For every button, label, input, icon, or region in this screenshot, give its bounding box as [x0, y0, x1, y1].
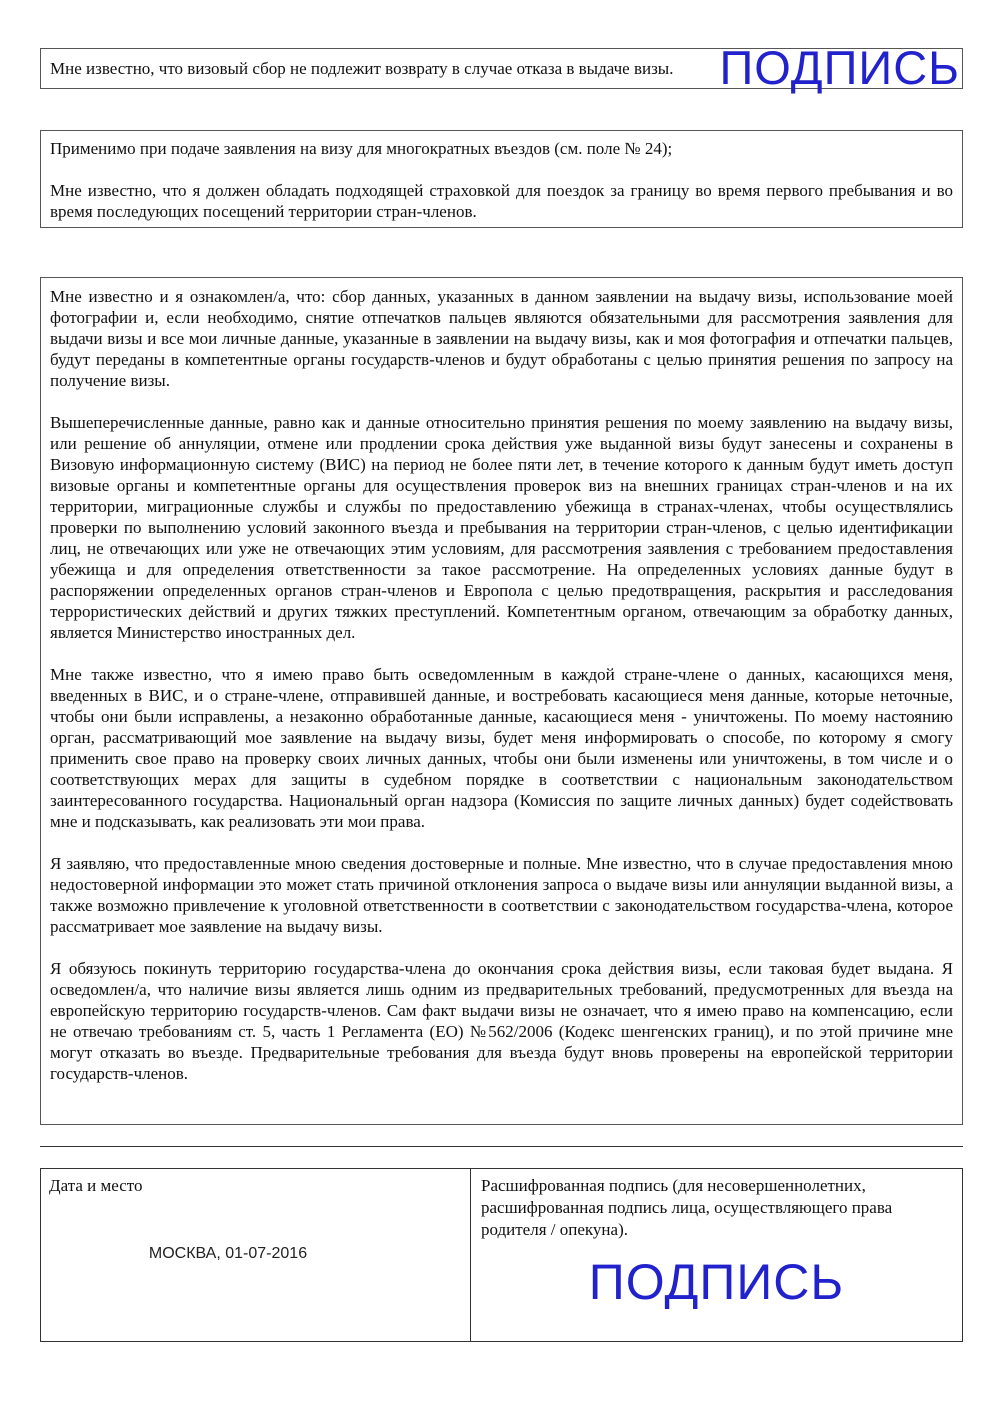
declaration-paragraph-1: Мне известно и я ознакомлен/а, что: сбор данных, указанных в данном заявлении на выдачу визы, использование моей фотографии и, если необходимо, снятие отпечатков пальцев являются обязательными для рассмотрения заявления для выдачи визы и все мои личные данные, указанные в заявлении на выдачу визы, как и моя фотография и отпечатки пальцев, будут переданы в компетентные органы государств-членов и будут обработаны с целью принятия решения по запросу на получение визы.: [50, 287, 953, 390]
declaration-paragraph-2: Вышеперечисленные данные, равно как и данные относительно принятия решения по моему заявлению на выдачу визы, или решение об аннуляции, отмене или продлении срока действия уже выданной визы будут занесены и сохранены в Визовую информационную систему (ВИС) на период не более пяти лет, в течение которого к данным будут иметь доступ визовые органы и компетентные органы для осуществления проверок виз на внешних границах стран-членов и на их территории, миграционные службы и службы по предоставлению убежища в странах-членах, чтобы осуществлялись проверки по выполнению условий законного въезда и пребывания на территории стран-членов, с целью идентификации лиц, не отвечающих или уже не отвечающих этим условиям, для рассмотрения заявления с требованием предоставления убежища и для определения ответственности за такое рассмотрение. На определенных условиях данные будут в распоряжении определенных органов стран-членов и Европола с целью предотвращения, раскрытия и расследования террористических действий и других тяжких преступлений. Компетентным органом, отвечающим за обработку данных, является Министерство иностранных дел.: [50, 413, 953, 642]
signature-cell: [471, 1169, 962, 1341]
date-place-value: МОСКВА, 01-07-2016: [148, 1245, 308, 1262]
declaration-paragraph-5: Я обязуюсь покинуть территорию государства-члена до окончания срока действия визы, если таковая будет выдана. Я осведомлен/а, что наличие визы является лишь одним из предварительных требований, предусмотренных для въезда на европейскую территорию государств-членов. Сам факт выдачи визы не означает, что я имею право на компенсацию, если не отвечаю требованиям ст. 5, часть 1 Регламента (ЕО) №562/2006 (Кодекс шенгенских границ), и по этой причине мне могут отказать во въезде. Предварительные требования для въезда будут вновь проверены на европейской территории государств-членов.: [50, 959, 953, 1083]
signature-stamp-fee: ПОДПИСЬ: [719, 41, 960, 95]
declaration-box: [40, 277, 963, 1125]
separator-rule: [40, 1146, 963, 1147]
signature-stamp-main: ПОДПИСЬ: [588, 1254, 845, 1310]
insurance-notice-line1: Применимо при подаче заявления на визу для многократных въездов (см. поле № 24);: [50, 139, 673, 158]
declaration-paragraph-3: Мне также известно, что я имею право быть осведомленным в каждой стране-члене о данных, касающихся меня, введенных в ВИС, и о стране-члене, отправившей данные, и востребовать касающиеся меня данные, которые неточные, чтобы они были исправлены, а незаконно обработанные данные, касающиеся меня - уничтожены. По моему настоянию орган, рассматривающий мое заявление на выдачу визы, будет меня информировать о способе, по которому я смогу применить свое право на проверку своих личных данных, чтобы они были изменены или уничтожены, в том числе и о соответствующих мерах для защиты в судебном порядке в соответствии с национальным законодательством заинтересованного государства. Национальный орган надзора (Комиссия по защите личных данных) будет содействовать мне и подсказывать, как реализовать эти мои права.: [50, 665, 953, 831]
insurance-notice-box: [40, 130, 963, 228]
signature-table: [40, 1168, 963, 1342]
signature-cell-label: Расшифрованная подпись (для несовершеннолетних, расшифрованная подпись лица, осуществляющего права родителя / опекуна).: [481, 1176, 893, 1239]
fee-notice-box: [40, 41, 963, 95]
date-place-cell: [41, 1169, 471, 1341]
fee-notice-text: Мне известно, что визовый сбор не подлежит возврату в случае отказа в выдаче визы.: [50, 58, 674, 78]
insurance-notice-line2: Мне известно, что я должен обладать подходящей страховкой для поездок за границу во время первого пребывания и во время последующих посещений территории стран-членов.: [50, 181, 953, 221]
date-place-label: Дата и место: [49, 1176, 143, 1195]
declaration-paragraph-4: Я заявляю, что предоставленные мною сведения достоверные и полные. Мне известно, что в случае предоставления мною недостоверной информации это может стать причиной отклонения запроса о выдаче визы или аннуляции выданной визы, а также возможно привлечение к уголовной ответственности в соответствии с законодательством государства-члена, которое рассматривает мое заявление на выдачу визы.: [50, 854, 953, 936]
